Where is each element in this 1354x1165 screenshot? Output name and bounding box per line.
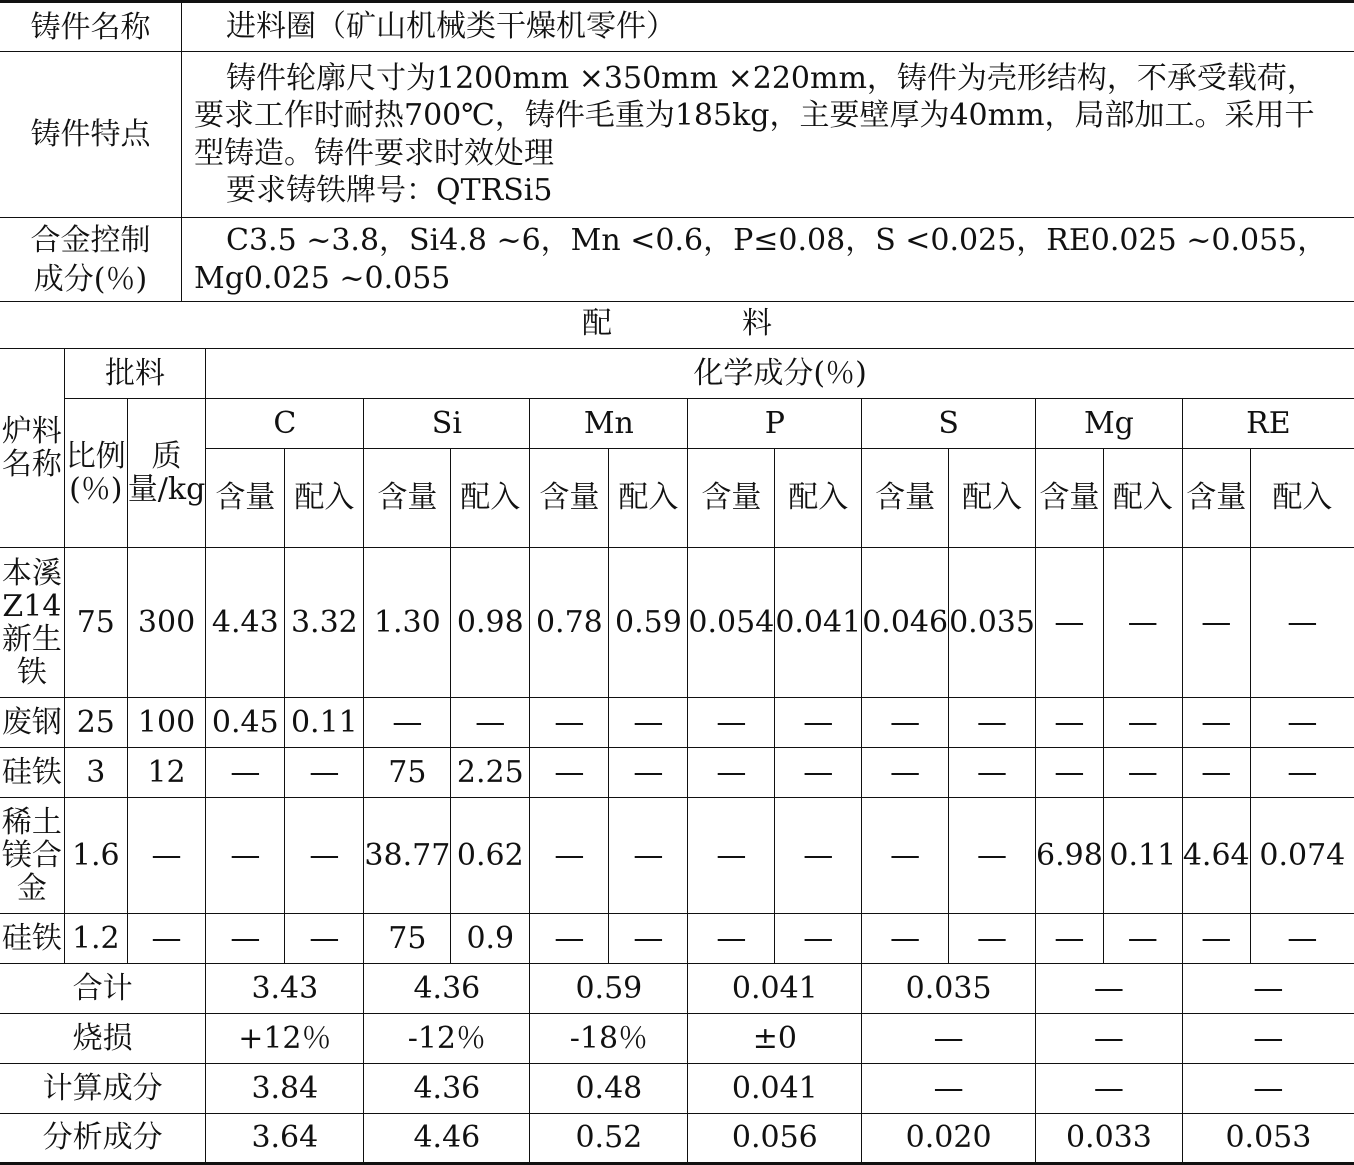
value-cell: — bbox=[775, 698, 862, 748]
content-header: 含量 bbox=[1035, 449, 1103, 548]
mass-cell: — bbox=[127, 914, 206, 964]
value-cell: 1.30 bbox=[364, 548, 451, 698]
alloy-control-value: C3.5 ~3.8，Si4.8 ~6，Mn <0.6，P≤0.08，S <0.025，RE0.025 ~0.055，Mg0.025 ~0.055 bbox=[182, 218, 1354, 302]
value-cell: — bbox=[1182, 698, 1250, 748]
ratio-cell: 3 bbox=[64, 748, 127, 798]
value-cell: 2.25 bbox=[451, 748, 530, 798]
mass-cell: — bbox=[127, 798, 206, 914]
summary-value: 4.36 bbox=[364, 964, 530, 1014]
material-name: 硅铁 bbox=[0, 748, 64, 798]
table-row bbox=[0, 748, 1354, 798]
casting-feature-text: 铸件轮廓尺寸为1200mm ×350mm ×220mm，铸件为壳形结构，不承受载荷，要求工作时耐热700℃，铸件毛重为185kg，主要壁厚为40mm，局部加工。采用干型铸造。铸件要求时效处理 bbox=[194, 60, 1342, 173]
batch-header: 批料 bbox=[64, 349, 205, 399]
summary-value: 4.46 bbox=[364, 1114, 530, 1164]
summary-label: 分析成分 bbox=[0, 1114, 206, 1164]
casting-grade-text: 要求铸铁牌号：QTRSi5 bbox=[194, 172, 1342, 210]
value-cell: — bbox=[451, 698, 530, 748]
info-row-name bbox=[0, 2, 1354, 52]
value-cell: — bbox=[609, 798, 688, 914]
summary-value: 0.053 bbox=[1182, 1114, 1354, 1164]
mass-cell: 300 bbox=[127, 548, 206, 698]
value-cell: 75 bbox=[364, 914, 451, 964]
info-row-alloy bbox=[0, 218, 1354, 302]
value-cell: 0.054 bbox=[688, 548, 775, 698]
material-name: 稀土镁合金 bbox=[0, 798, 64, 914]
summary-value: -18％ bbox=[530, 1014, 688, 1064]
value-cell: — bbox=[862, 798, 949, 914]
table-row bbox=[0, 914, 1354, 964]
value-cell: 6.98 bbox=[1035, 798, 1103, 914]
value-cell: — bbox=[1103, 548, 1182, 698]
batching-caption: 配 料 bbox=[0, 300, 1354, 348]
element-header-s: S bbox=[862, 399, 1036, 449]
value-cell: — bbox=[609, 698, 688, 748]
material-name: 本溪Z14新生铁 bbox=[0, 548, 64, 698]
furnace-name-header: 炉料名称 bbox=[0, 349, 64, 548]
value-cell: — bbox=[949, 798, 1036, 914]
summary-value: 0.52 bbox=[530, 1114, 688, 1164]
casting-name-label: 铸件名称 bbox=[0, 2, 182, 52]
summary-value: 0.59 bbox=[530, 964, 688, 1014]
material-rows bbox=[0, 548, 1354, 964]
summary-value: — bbox=[1035, 1064, 1182, 1114]
value-cell: — bbox=[1035, 748, 1103, 798]
value-cell: — bbox=[285, 748, 364, 798]
material-name: 硅铁 bbox=[0, 914, 64, 964]
value-cell: — bbox=[949, 748, 1036, 798]
value-cell: — bbox=[285, 914, 364, 964]
summary-value: 3.84 bbox=[206, 1064, 364, 1114]
value-cell: — bbox=[609, 914, 688, 964]
value-cell: 0.041 bbox=[775, 548, 862, 698]
info-row-feature bbox=[0, 52, 1354, 218]
value-cell: — bbox=[688, 698, 775, 748]
value-cell: — bbox=[775, 748, 862, 798]
content-header: 含量 bbox=[862, 449, 949, 548]
value-cell: 0.11 bbox=[285, 698, 364, 748]
element-header-mg: Mg bbox=[1035, 399, 1182, 449]
summary-value: — bbox=[1035, 964, 1182, 1014]
table-row bbox=[0, 548, 1354, 698]
added-header: 配入 bbox=[1103, 449, 1182, 548]
value-cell: — bbox=[1103, 748, 1182, 798]
summary-value: 0.056 bbox=[688, 1114, 862, 1164]
summary-value: 0.035 bbox=[862, 964, 1036, 1014]
value-cell: — bbox=[1250, 698, 1354, 748]
value-cell: — bbox=[775, 914, 862, 964]
value-cell: — bbox=[206, 914, 285, 964]
ratio-cell: 1.6 bbox=[64, 798, 127, 914]
casting-name-value bbox=[182, 2, 1354, 52]
value-cell: 3.32 bbox=[285, 548, 364, 698]
content-header: 含量 bbox=[1182, 449, 1250, 548]
table-row bbox=[0, 698, 1354, 748]
summary-value: — bbox=[862, 1014, 1036, 1064]
summary-row bbox=[0, 1064, 1354, 1114]
element-header-p: P bbox=[688, 399, 862, 449]
casting-name-text: 进料圈（矿山机械类干燥机零件） bbox=[194, 8, 1342, 46]
value-cell: — bbox=[862, 698, 949, 748]
summary-rows bbox=[0, 964, 1354, 1164]
value-cell: 4.64 bbox=[1182, 798, 1250, 914]
summary-value: 0.041 bbox=[688, 964, 862, 1014]
summary-value: 0.020 bbox=[862, 1114, 1036, 1164]
value-cell: 0.074 bbox=[1250, 798, 1354, 914]
value-cell: — bbox=[1250, 748, 1354, 798]
value-cell: — bbox=[1035, 698, 1103, 748]
value-cell: — bbox=[530, 914, 609, 964]
summary-label: 烧损 bbox=[0, 1014, 206, 1064]
value-cell: 0.78 bbox=[530, 548, 609, 698]
content-header: 含量 bbox=[530, 449, 609, 548]
summary-value: 3.43 bbox=[206, 964, 364, 1014]
summary-value: — bbox=[1182, 1014, 1354, 1064]
value-cell: — bbox=[530, 698, 609, 748]
ratio-cell: 75 bbox=[64, 548, 127, 698]
value-cell: 0.45 bbox=[206, 698, 285, 748]
value-cell: — bbox=[609, 748, 688, 798]
value-cell: — bbox=[1250, 548, 1354, 698]
mass-cell: 100 bbox=[127, 698, 206, 748]
added-header: 配入 bbox=[775, 449, 862, 548]
value-cell: 75 bbox=[364, 748, 451, 798]
ratio-header: 比例(％) bbox=[64, 399, 127, 548]
summary-value: 3.64 bbox=[206, 1114, 364, 1164]
added-header: 配入 bbox=[1250, 449, 1354, 548]
summary-value: — bbox=[1182, 964, 1354, 1014]
batching-table bbox=[0, 348, 1354, 1165]
value-cell: 0.9 bbox=[451, 914, 530, 964]
material-name: 废钢 bbox=[0, 698, 64, 748]
value-cell: 0.62 bbox=[451, 798, 530, 914]
value-cell: — bbox=[1035, 548, 1103, 698]
summary-row bbox=[0, 964, 1354, 1014]
value-cell: 0.046 bbox=[862, 548, 949, 698]
value-cell: — bbox=[862, 748, 949, 798]
summary-value: +12％ bbox=[206, 1014, 364, 1064]
value-cell: — bbox=[949, 914, 1036, 964]
summary-value: 0.48 bbox=[530, 1064, 688, 1114]
value-cell: — bbox=[1182, 914, 1250, 964]
summary-label: 计算成分 bbox=[0, 1064, 206, 1114]
alloy-control-label: 合金控制 成分(％) bbox=[0, 218, 182, 302]
mass-cell: 12 bbox=[127, 748, 206, 798]
value-cell: — bbox=[1103, 698, 1182, 748]
value-cell: — bbox=[949, 698, 1036, 748]
value-cell: — bbox=[206, 748, 285, 798]
value-cell: — bbox=[688, 914, 775, 964]
value-cell: — bbox=[1250, 914, 1354, 964]
element-header-mn: Mn bbox=[530, 399, 688, 449]
casting-feature-value bbox=[182, 52, 1354, 218]
summary-value: -12％ bbox=[364, 1014, 530, 1064]
added-header: 配入 bbox=[451, 449, 530, 548]
summary-row bbox=[0, 1014, 1354, 1064]
value-cell: — bbox=[1103, 914, 1182, 964]
value-cell: 0.035 bbox=[949, 548, 1036, 698]
value-cell: — bbox=[1035, 914, 1103, 964]
summary-value: — bbox=[1035, 1014, 1182, 1064]
summary-label: 合计 bbox=[0, 964, 206, 1014]
value-cell: — bbox=[688, 798, 775, 914]
value-cell: — bbox=[285, 798, 364, 914]
summary-value: 4.36 bbox=[364, 1064, 530, 1114]
summary-value: 0.033 bbox=[1035, 1114, 1182, 1164]
mass-header: 质量/kg bbox=[127, 399, 206, 548]
summary-value: — bbox=[862, 1064, 1036, 1114]
content-header: 含量 bbox=[688, 449, 775, 548]
value-cell: — bbox=[364, 698, 451, 748]
summary-value: 0.041 bbox=[688, 1064, 862, 1114]
chem-composition-header: 化学成分(％) bbox=[206, 349, 1354, 399]
added-header: 配入 bbox=[285, 449, 364, 548]
added-header: 配入 bbox=[949, 449, 1036, 548]
summary-row bbox=[0, 1114, 1354, 1164]
value-cell: — bbox=[530, 798, 609, 914]
ratio-cell: 25 bbox=[64, 698, 127, 748]
ratio-cell: 1.2 bbox=[64, 914, 127, 964]
element-header-re: RE bbox=[1182, 399, 1354, 449]
element-header-c: C bbox=[206, 399, 364, 449]
header-row-1 bbox=[0, 349, 1354, 399]
header-row-2 bbox=[0, 399, 1354, 449]
casting-info-table bbox=[0, 0, 1354, 302]
casting-feature-label: 铸件特点 bbox=[0, 52, 182, 218]
added-header: 配入 bbox=[609, 449, 688, 548]
value-cell: — bbox=[688, 748, 775, 798]
summary-value: ±0 bbox=[688, 1014, 862, 1064]
value-cell: 0.98 bbox=[451, 548, 530, 698]
summary-value: — bbox=[1182, 1064, 1354, 1114]
value-cell: 38.77 bbox=[364, 798, 451, 914]
value-cell: 4.43 bbox=[206, 548, 285, 698]
value-cell: — bbox=[775, 798, 862, 914]
table-row bbox=[0, 798, 1354, 914]
value-cell: — bbox=[1182, 748, 1250, 798]
value-cell: 0.11 bbox=[1103, 798, 1182, 914]
value-cell: — bbox=[530, 748, 609, 798]
value-cell: — bbox=[862, 914, 949, 964]
element-header-si: Si bbox=[364, 399, 530, 449]
content-header: 含量 bbox=[364, 449, 451, 548]
value-cell: — bbox=[1182, 548, 1250, 698]
content-header: 含量 bbox=[206, 449, 285, 548]
value-cell: — bbox=[206, 798, 285, 914]
value-cell: 0.59 bbox=[609, 548, 688, 698]
